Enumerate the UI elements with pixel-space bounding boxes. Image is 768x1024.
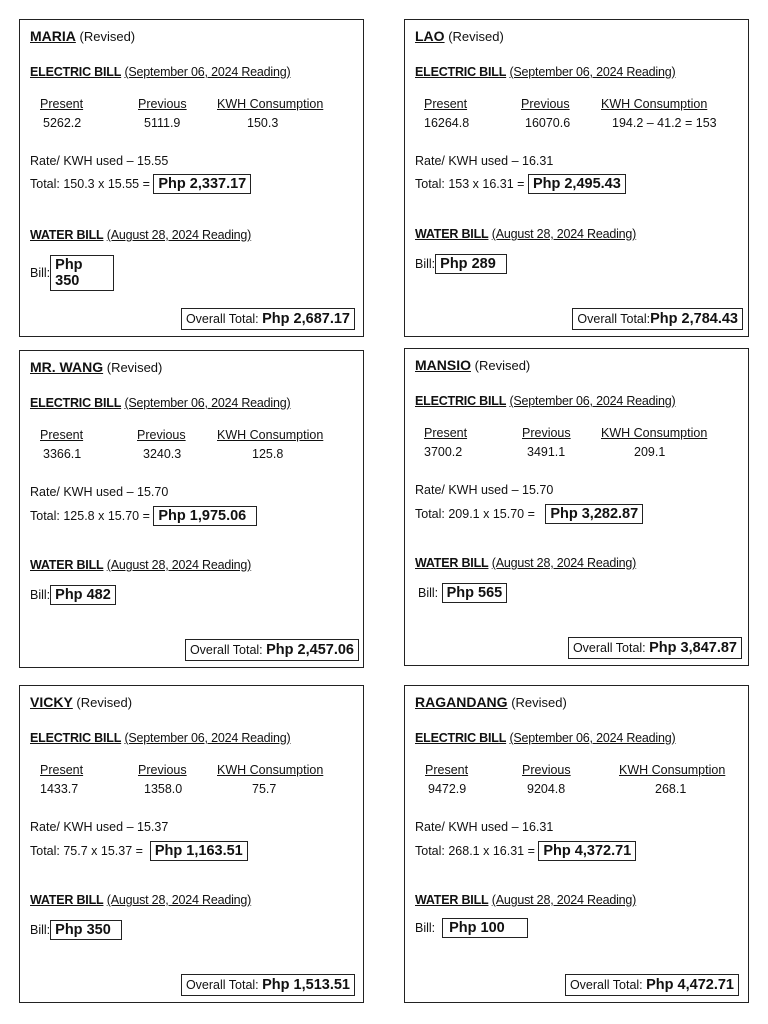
rate-line: Rate/ KWH used – 15.70 (30, 485, 169, 499)
overall-total-box (565, 974, 739, 996)
kwh-consumption-value: 125.8 (252, 447, 284, 461)
kwh-consumption-value: 268.1 (655, 782, 687, 796)
kwh-consumption-header: KWH Consumption (619, 763, 726, 777)
bill-label: Bill: (418, 586, 439, 600)
electric-bill-header (30, 396, 290, 410)
water-amount: Php 289 (435, 254, 507, 274)
previous-header: Previous (138, 763, 187, 777)
tenant-name: LAO (415, 28, 445, 44)
previous-reading: 3240.3 (143, 447, 182, 461)
electric-total-line (415, 174, 626, 194)
water-bill-title: WATER BILL (30, 228, 104, 242)
overall-total-label: Overall Total: (185, 978, 259, 992)
previous-reading: 5111.9 (144, 116, 181, 130)
electric-reading-date: (September 06, 2024 Reading) (124, 731, 291, 745)
revised-label: (Revised) (511, 695, 567, 710)
bill-card-ragandang (404, 685, 749, 1003)
overall-total-box (568, 637, 742, 659)
total-calculation: Total: 75.7 x 15.37 = (30, 844, 143, 858)
present-reading: 1433.7 (40, 782, 79, 796)
overall-total-label: Overall Total: (572, 641, 646, 655)
tenant-name: MR. WANG (30, 359, 104, 375)
water-amount: Php 565 (442, 583, 508, 603)
electric-bill-header (415, 731, 675, 745)
water-amount: Php 482 (50, 585, 116, 605)
previous-reading: 16070.6 (525, 116, 571, 130)
overall-total-label: Overall Total: (577, 312, 651, 326)
tenant-name: MANSIO (415, 357, 471, 373)
electric-bill-title: ELECTRIC BILL (30, 396, 122, 410)
water-amount: Php 100 (442, 918, 528, 938)
electric-total-line (30, 174, 251, 194)
total-calculation: Total: 209.1 x 15.70 = (415, 507, 535, 521)
water-bill-line (30, 255, 114, 291)
water-amount: Php 350 (50, 920, 122, 940)
previous-reading: 3491.1 (527, 445, 566, 459)
present-header: Present (424, 97, 468, 111)
present-reading: 3366.1 (43, 447, 82, 461)
overall-total-amount: Php 1,513.51 (262, 977, 350, 993)
bill-label: Bill: (415, 921, 436, 935)
kwh-consumption-value: 75.7 (252, 782, 277, 796)
previous-reading: 1358.0 (144, 782, 183, 796)
total-calculation: Total: 150.3 x 15.55 = (30, 177, 150, 191)
kwh-consumption-header: KWH Consumption (601, 97, 708, 111)
overall-total-amount: Php 3,847.87 (649, 640, 737, 656)
overall-total-amount: Php 4,472.71 (646, 977, 734, 993)
total-calculation: Total: 153 x 16.31 = (415, 177, 525, 191)
tenant-name: VICKY (30, 694, 73, 710)
rate-line: Rate/ KWH used – 15.55 (30, 154, 169, 168)
bill-label: Bill: (415, 257, 436, 271)
electric-bill-header (30, 65, 290, 79)
overall-total-label: Overall Total: (189, 643, 263, 657)
previous-header: Previous (137, 428, 186, 442)
water-reading-date: (August 28, 2024 Reading) (106, 558, 252, 572)
tenant-header (30, 694, 132, 710)
electric-reading-date: (September 06, 2024 Reading) (124, 396, 291, 410)
water-bill-header (415, 227, 636, 241)
rate-line: Rate/ KWH used – 16.31 (415, 154, 554, 168)
electric-bill-title: ELECTRIC BILL (415, 65, 507, 79)
tenant-header (415, 357, 530, 373)
electric-bill-header (30, 731, 290, 745)
revised-label: (Revised) (76, 695, 133, 710)
water-reading-date: (August 28, 2024 Reading) (491, 227, 637, 241)
water-reading-date: (August 28, 2024 Reading) (491, 556, 637, 570)
present-header: Present (40, 97, 84, 111)
kwh-consumption-header: KWH Consumption (217, 763, 324, 777)
overall-total-box (572, 308, 743, 330)
revised-label: (Revised) (79, 29, 136, 44)
tenant-name: MARIA (30, 28, 76, 44)
electric-bill-title: ELECTRIC BILL (30, 65, 122, 79)
kwh-consumption-value: 150.3 (247, 116, 279, 130)
previous-reading: 9204.8 (527, 782, 566, 796)
overall-total-box (181, 308, 355, 330)
tenant-header (415, 694, 567, 710)
rate-line: Rate/ KWH used – 15.70 (415, 483, 554, 497)
electric-total-line (415, 841, 636, 861)
present-header: Present (40, 763, 84, 777)
water-reading-date: (August 28, 2024 Reading) (491, 893, 637, 907)
electric-bill-title: ELECTRIC BILL (30, 731, 122, 745)
overall-total-amount: Php 2,784.43 (650, 311, 738, 327)
electric-bill-title: ELECTRIC BILL (415, 394, 507, 408)
electric-amount: Php 1,163.51 (150, 841, 248, 861)
bill-card-maria (19, 19, 364, 337)
kwh-consumption-header: KWH Consumption (217, 428, 324, 442)
bill-label: Bill: (30, 923, 51, 937)
electric-total-line (30, 506, 257, 526)
previous-header: Previous (522, 763, 571, 777)
electric-reading-date: (September 06, 2024 Reading) (509, 731, 676, 745)
previous-header: Previous (138, 97, 187, 111)
present-header: Present (424, 426, 468, 440)
water-bill-line (415, 918, 528, 938)
revised-label: (Revised) (448, 29, 504, 44)
kwh-consumption-value: 209.1 (634, 445, 666, 459)
total-calculation: Total: 268.1 x 16.31 = (415, 844, 535, 858)
water-amount: Php 350 (50, 255, 114, 291)
water-bill-line (415, 254, 507, 274)
total-calculation: Total: 125.8 x 15.70 = (30, 509, 150, 523)
previous-header: Previous (522, 426, 571, 440)
electric-bill-header (415, 65, 675, 79)
electric-amount: Php 4,372.71 (538, 841, 636, 861)
present-header: Present (40, 428, 84, 442)
tenant-header (415, 28, 504, 44)
revised-label: (Revised) (474, 358, 531, 373)
water-bill-line (30, 920, 122, 940)
overall-total-label: Overall Total: (569, 978, 643, 992)
present-reading: 9472.9 (428, 782, 467, 796)
water-reading-date: (August 28, 2024 Reading) (106, 228, 252, 242)
overall-total-box (185, 639, 359, 661)
previous-header: Previous (521, 97, 570, 111)
present-reading: 5262.2 (43, 116, 82, 130)
electric-amount: Php 1,975.06 (153, 506, 257, 526)
electric-total-line (415, 504, 643, 524)
revised-label: (Revised) (106, 360, 163, 375)
rate-line: Rate/ KWH used – 16.31 (415, 820, 554, 834)
bill-card-lao (404, 19, 749, 337)
water-bill-header (30, 228, 251, 242)
water-bill-line (30, 585, 116, 605)
overall-total-box (181, 974, 355, 996)
kwh-consumption-value: 194.2 – 41.2 = 153 (612, 116, 717, 130)
electric-amount: Php 2,337.17 (153, 174, 251, 194)
electric-amount: Php 3,282.87 (545, 504, 643, 524)
present-reading: 3700.2 (424, 445, 463, 459)
overall-total-label: Overall Total: (185, 312, 259, 326)
kwh-consumption-header: KWH Consumption (217, 97, 324, 111)
tenant-header (30, 28, 135, 44)
bill-card-mansio (404, 348, 749, 666)
water-bill-header (30, 893, 251, 907)
water-bill-title: WATER BILL (30, 558, 104, 572)
kwh-consumption-header: KWH Consumption (601, 426, 708, 440)
tenant-header (30, 359, 162, 375)
water-bill-line (418, 583, 507, 603)
bill-label: Bill: (30, 588, 51, 602)
electric-reading-date: (September 06, 2024 Reading) (509, 394, 676, 408)
water-bill-header (415, 893, 636, 907)
bill-card-mr-wang (19, 350, 364, 668)
electric-reading-date: (September 06, 2024 Reading) (509, 65, 676, 79)
electric-amount: Php 2,495.43 (528, 174, 626, 194)
electric-total-line (30, 841, 248, 861)
rate-line: Rate/ KWH used – 15.37 (30, 820, 169, 834)
electric-reading-date: (September 06, 2024 Reading) (124, 65, 291, 79)
electric-bill-header (415, 394, 675, 408)
bill-card-vicky (19, 685, 364, 1003)
water-bill-title: WATER BILL (30, 893, 104, 907)
tenant-name: RAGANDANG (415, 694, 508, 710)
water-bill-title: WATER BILL (415, 893, 489, 907)
water-bill-title: WATER BILL (415, 227, 489, 241)
electric-bill-title: ELECTRIC BILL (415, 731, 507, 745)
water-reading-date: (August 28, 2024 Reading) (106, 893, 252, 907)
overall-total-amount: Php 2,687.17 (262, 311, 350, 327)
overall-total-amount: Php 2,457.06 (266, 642, 354, 658)
bill-label: Bill: (30, 266, 51, 280)
present-header: Present (425, 763, 469, 777)
water-bill-header (415, 556, 636, 570)
water-bill-title: WATER BILL (415, 556, 489, 570)
present-reading: 16264.8 (424, 116, 470, 130)
water-bill-header (30, 558, 251, 572)
